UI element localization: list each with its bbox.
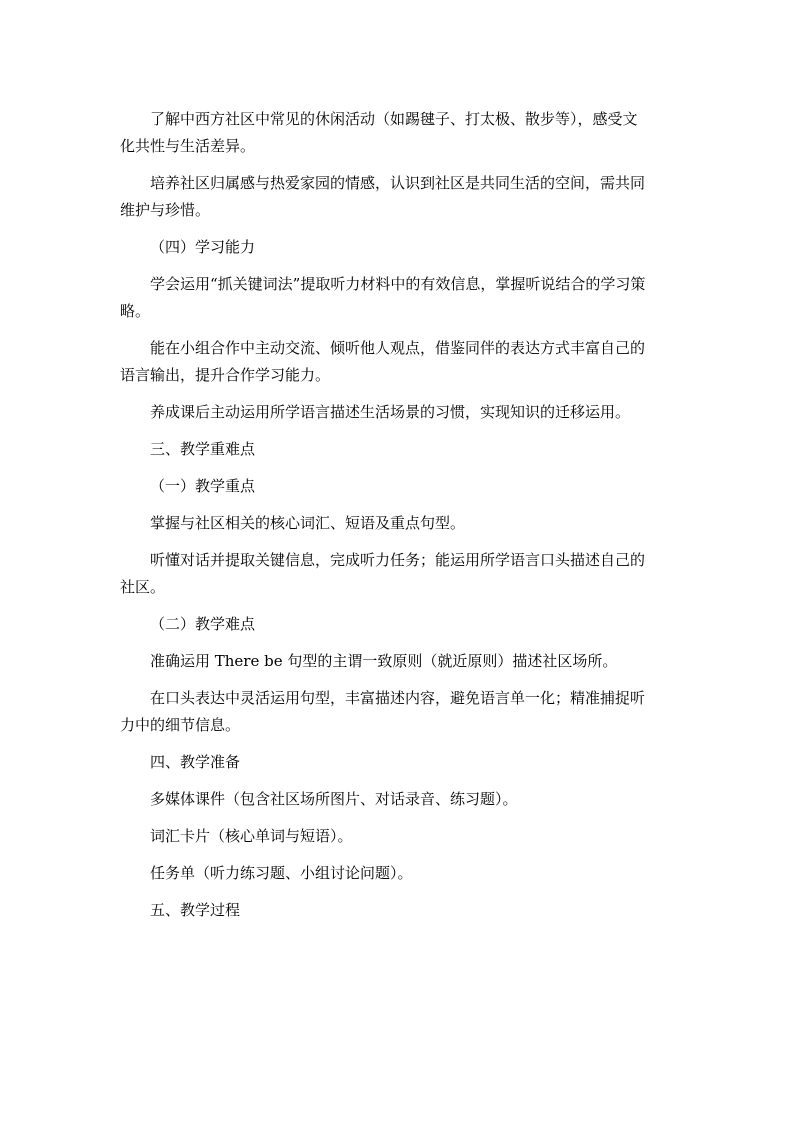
body-paragraph xyxy=(120,786,680,813)
text-line: 学会运用“抓关键词法”提取听力材料中的有效信息，掌握听说结合的学习策 xyxy=(150,275,646,293)
body-paragraph xyxy=(120,685,680,739)
body-paragraph xyxy=(120,547,680,601)
text-line: 词汇卡片（核心单词与短语）。 xyxy=(150,827,353,845)
document-body xyxy=(120,106,680,924)
text-line: 养成课后主动运用所学语言描述生活场景的习惯，实现知识的迁移运用。 xyxy=(150,403,631,421)
section-heading xyxy=(120,473,680,500)
body-paragraph xyxy=(120,510,680,537)
body-paragraph xyxy=(120,170,680,224)
body-paragraph xyxy=(120,648,680,675)
section-heading xyxy=(120,897,680,924)
text-line: 在口头表达中灵活运用句型，丰富描述内容，避免语言单一化；精准捕捉听 xyxy=(150,689,646,707)
text-line: 多媒体课件（包含社区场所图片、对话录音、练习题）。 xyxy=(150,790,518,808)
body-paragraph xyxy=(120,860,680,887)
text-line: 三、教学重难点 xyxy=(150,440,256,458)
text-line: 能在小组合作中主动交流、倾听他人观点，借鉴同伴的表达方式丰富自己的 xyxy=(150,339,646,357)
text-line: 维护与珍惜。 xyxy=(120,201,211,219)
text-line: 培养社区归属感与热爱家园的情感，认识到社区是共同生活的空间，需共同 xyxy=(150,174,646,192)
section-heading xyxy=(120,436,680,463)
section-heading xyxy=(120,611,680,638)
body-paragraph xyxy=(120,399,680,426)
body-paragraph xyxy=(120,271,680,325)
text-line: 五、教学过程 xyxy=(150,901,241,919)
text-line: 化共性与生活差异。 xyxy=(120,137,256,155)
text-line: 了解中西方社区中常见的休闲活动（如踢毽子、打太极、散步等），感受文 xyxy=(150,110,638,128)
text-line: 掌握与社区相关的核心词汇、短语及重点句型。 xyxy=(150,514,466,532)
text-line: 社区。 xyxy=(120,578,166,596)
text-line: 任务单（听力练习题、小组讨论问题）。 xyxy=(150,864,413,882)
text-line: （四）学习能力 xyxy=(150,238,256,256)
section-heading xyxy=(120,234,680,261)
body-paragraph xyxy=(120,106,680,160)
text-line: （一）教学重点 xyxy=(150,477,256,495)
text-line: 略。 xyxy=(120,302,151,320)
body-paragraph xyxy=(120,335,680,389)
text-line: （二）教学难点 xyxy=(150,615,256,633)
section-heading xyxy=(120,749,680,776)
text-line: 力中的细节信息。 xyxy=(120,716,241,734)
text-line: 语言输出，提升合作学习能力。 xyxy=(120,366,331,384)
text-line: 四、教学准备 xyxy=(150,753,241,771)
text-line: 准确运用 There be 句型的主谓一致原则（就近原则）描述社区场所。 xyxy=(150,652,618,670)
body-paragraph xyxy=(120,823,680,850)
text-line: 听懂对话并提取关键信息，完成听力任务；能运用所学语言口头描述自己的 xyxy=(150,551,646,569)
